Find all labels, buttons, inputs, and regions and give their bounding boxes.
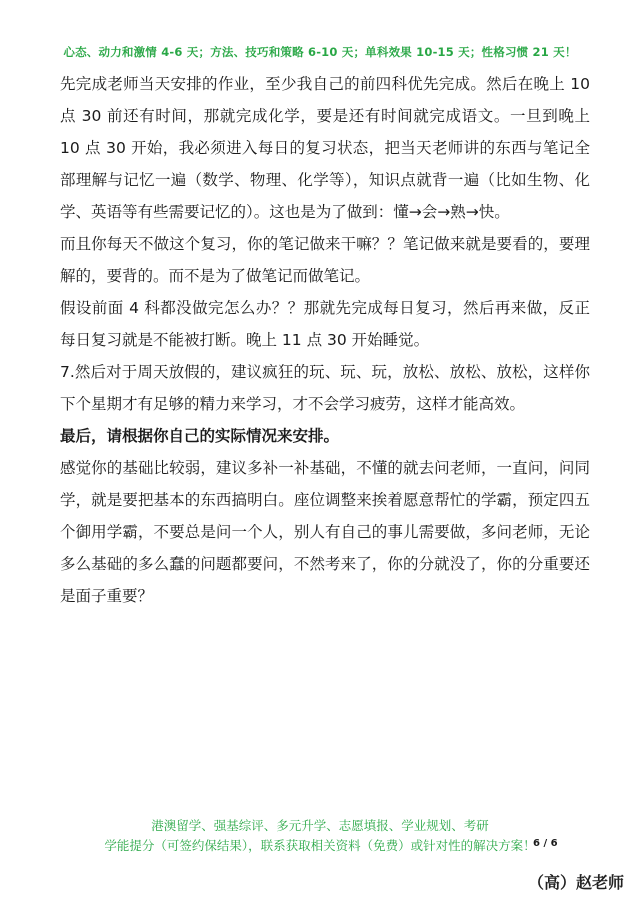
footer-line-services: 港澳留学、强基综评、多元升学、志愿填报、学业规划、考研 — [151, 818, 489, 833]
document-body — [60, 68, 590, 612]
paragraph-notes-purpose: 而且你每天不做这个复习，你的笔记做来干嘛？？笔记做来就是要看的，要理解的，要背的。而不是为了做笔记而做笔记。 — [60, 235, 590, 285]
page-header-slogan: 心态、动力和激情 4-6 天；方法、技巧和策略 6-10 天；单科效果 10-15 天；性格习惯 21 天！ — [63, 45, 577, 59]
paragraph-homework-order: 先完成老师当天安排的作业，至少我自己的前四科优先完成。然后在晚上 10 点 30 前还有时间，那就完成化学，要是还有时间就完成语文。一旦到晚上 10 点 30 开始，我必须进入每日的复习状态，把当天老师讲的东西与笔记全部理解与记忆一遍（数学、物理、化学等），知识点就背一遍（比如生物、化学、英语等有些需要记忆的）。这也是为了做到：懂→会→熟→快。 — [60, 75, 590, 221]
page-footer-ad — [0, 816, 640, 856]
page-number: 6 / 6 — [533, 838, 558, 849]
author-watermark: （高）赵老师 — [528, 873, 625, 892]
paragraph-advice-basics: 感觉你的基础比较弱，建议多补一补基础，不懂的就去问老师，一直问，问同学，就是要把基本的东西搞明白。座位调整来挨着愿意帮忙的学霸，预定四五个御用学霸，不要总是问一个人，别人有自己的事儿需要做，多问老师，无论多么基础的多么蠢的问题都要问，不然考来了，你的分就没了，你的分重要还是面子重要？ — [60, 459, 590, 605]
footer-line-contact: 学能提分（可签约保结果），联系获取相关资料（免费）或针对性的解决方案！ — [104, 838, 536, 853]
paragraph-unfinished-subjects: 假设前面 4 科都没做完怎么办？？那就先完成每日复习，然后再来做，反正每日复习就是不能被打断。晚上 11 点 30 开始睡觉。 — [60, 299, 590, 349]
paragraph-weekend-rest: 7.然后对于周天放假的，建议疯狂的玩、玩、玩，放松、放松、放松，这样你下个星期才有足够的精力来学习，才不会学习疲劳，这样才能高效。 — [60, 363, 590, 413]
paragraph-conclusion-heading: 最后，请根据你自己的实际情况来安排。 — [60, 427, 340, 445]
